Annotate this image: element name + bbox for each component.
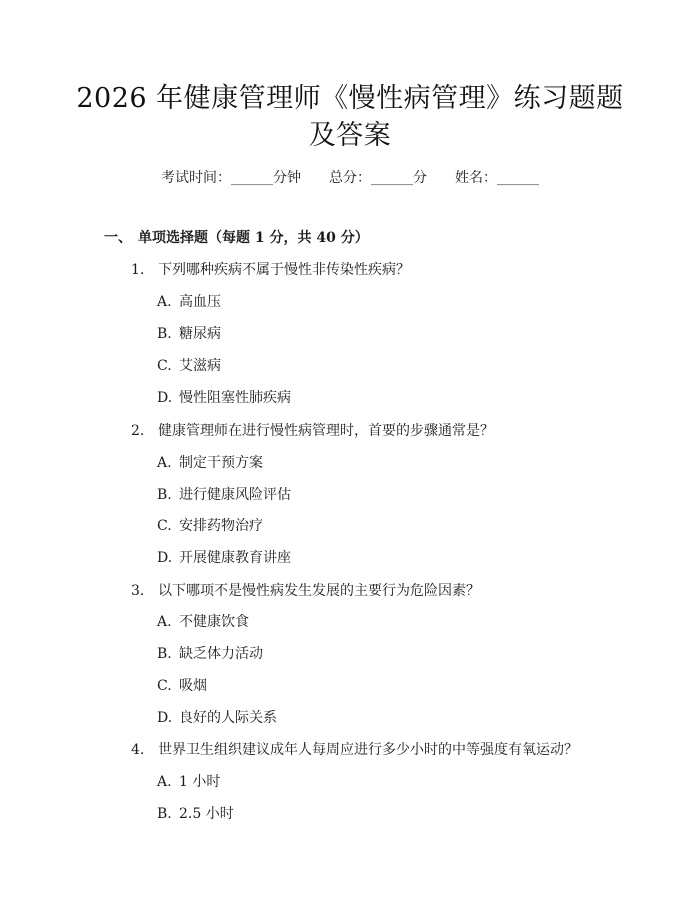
option-item	[157, 804, 234, 824]
option-item	[157, 485, 291, 505]
section-number: 一、	[104, 230, 132, 246]
option-text: 缺乏体力活动	[179, 646, 263, 662]
option-text: 安排药物治疗	[179, 518, 263, 534]
option-letter: B.	[157, 806, 172, 822]
question-text: 健康管理师在进行慢性病管理时，首要的步骤通常是？	[158, 423, 494, 439]
title-line-2: 及答案	[308, 120, 392, 151]
option-item	[157, 612, 249, 632]
option-text: 慢性阻塞性肺疾病	[179, 390, 291, 406]
option-text: 1 小时	[179, 774, 221, 790]
question-text: 下列哪种疾病不属于慢性非传染性疾病？	[158, 262, 410, 278]
option-text: 糖尿病	[179, 326, 221, 342]
option-item	[157, 388, 291, 408]
option-item	[157, 548, 291, 568]
option-text: 不健康饮食	[179, 614, 249, 630]
option-item	[157, 356, 221, 376]
question-text: 以下哪项不是慢性病发生发展的主要行为危险因素？	[158, 583, 480, 599]
question-item	[131, 421, 494, 441]
option-letter: A.	[157, 294, 172, 310]
option-letter: C.	[157, 358, 172, 374]
option-text: 2.5 小时	[179, 806, 234, 822]
option-item	[157, 708, 277, 728]
question-text: 世界卫生组织建议成年人每周应进行多少小时的中等强度有氧运动？	[158, 742, 578, 758]
section-heading	[104, 228, 369, 248]
exam-time-field: 考试时间：______分钟	[161, 170, 301, 186]
title-line-1: 2026 年健康管理师《慢性病管理》练习题题	[76, 83, 624, 114]
total-score-field: 总分：______分	[329, 170, 427, 186]
option-text: 艾滋病	[179, 358, 221, 374]
option-letter: D.	[157, 550, 173, 566]
option-item	[157, 644, 263, 664]
question-number: 2.	[131, 423, 145, 439]
exam-info-line	[0, 168, 700, 188]
question-item	[131, 260, 410, 280]
question-number: 4.	[131, 742, 145, 758]
option-letter: B.	[157, 326, 172, 342]
option-letter: A.	[157, 774, 172, 790]
option-item	[157, 292, 221, 312]
option-item	[157, 324, 221, 344]
option-letter: C.	[157, 678, 172, 694]
option-text: 制定干预方案	[179, 455, 263, 471]
option-letter: A.	[157, 614, 172, 630]
option-text: 高血压	[179, 294, 221, 310]
option-text: 开展健康教育讲座	[179, 550, 291, 566]
option-text: 吸烟	[179, 678, 207, 694]
option-letter: D.	[157, 390, 173, 406]
option-letter: A.	[157, 455, 172, 471]
option-letter: B.	[157, 646, 172, 662]
option-item	[157, 516, 263, 536]
question-item	[131, 581, 480, 601]
section-title: 单项选择题（每题 1 分，共 40 分）	[138, 230, 369, 246]
option-text: 良好的人际关系	[179, 710, 277, 726]
question-number: 1.	[131, 262, 145, 278]
question-item	[131, 740, 578, 760]
option-letter: B.	[157, 487, 172, 503]
option-item	[157, 676, 207, 696]
option-item	[157, 453, 263, 473]
option-letter: C.	[157, 518, 172, 534]
option-letter: D.	[157, 710, 173, 726]
name-field: 姓名：______	[455, 170, 539, 186]
option-item	[157, 772, 220, 792]
question-number: 3.	[131, 583, 145, 599]
option-text: 进行健康风险评估	[179, 487, 291, 503]
